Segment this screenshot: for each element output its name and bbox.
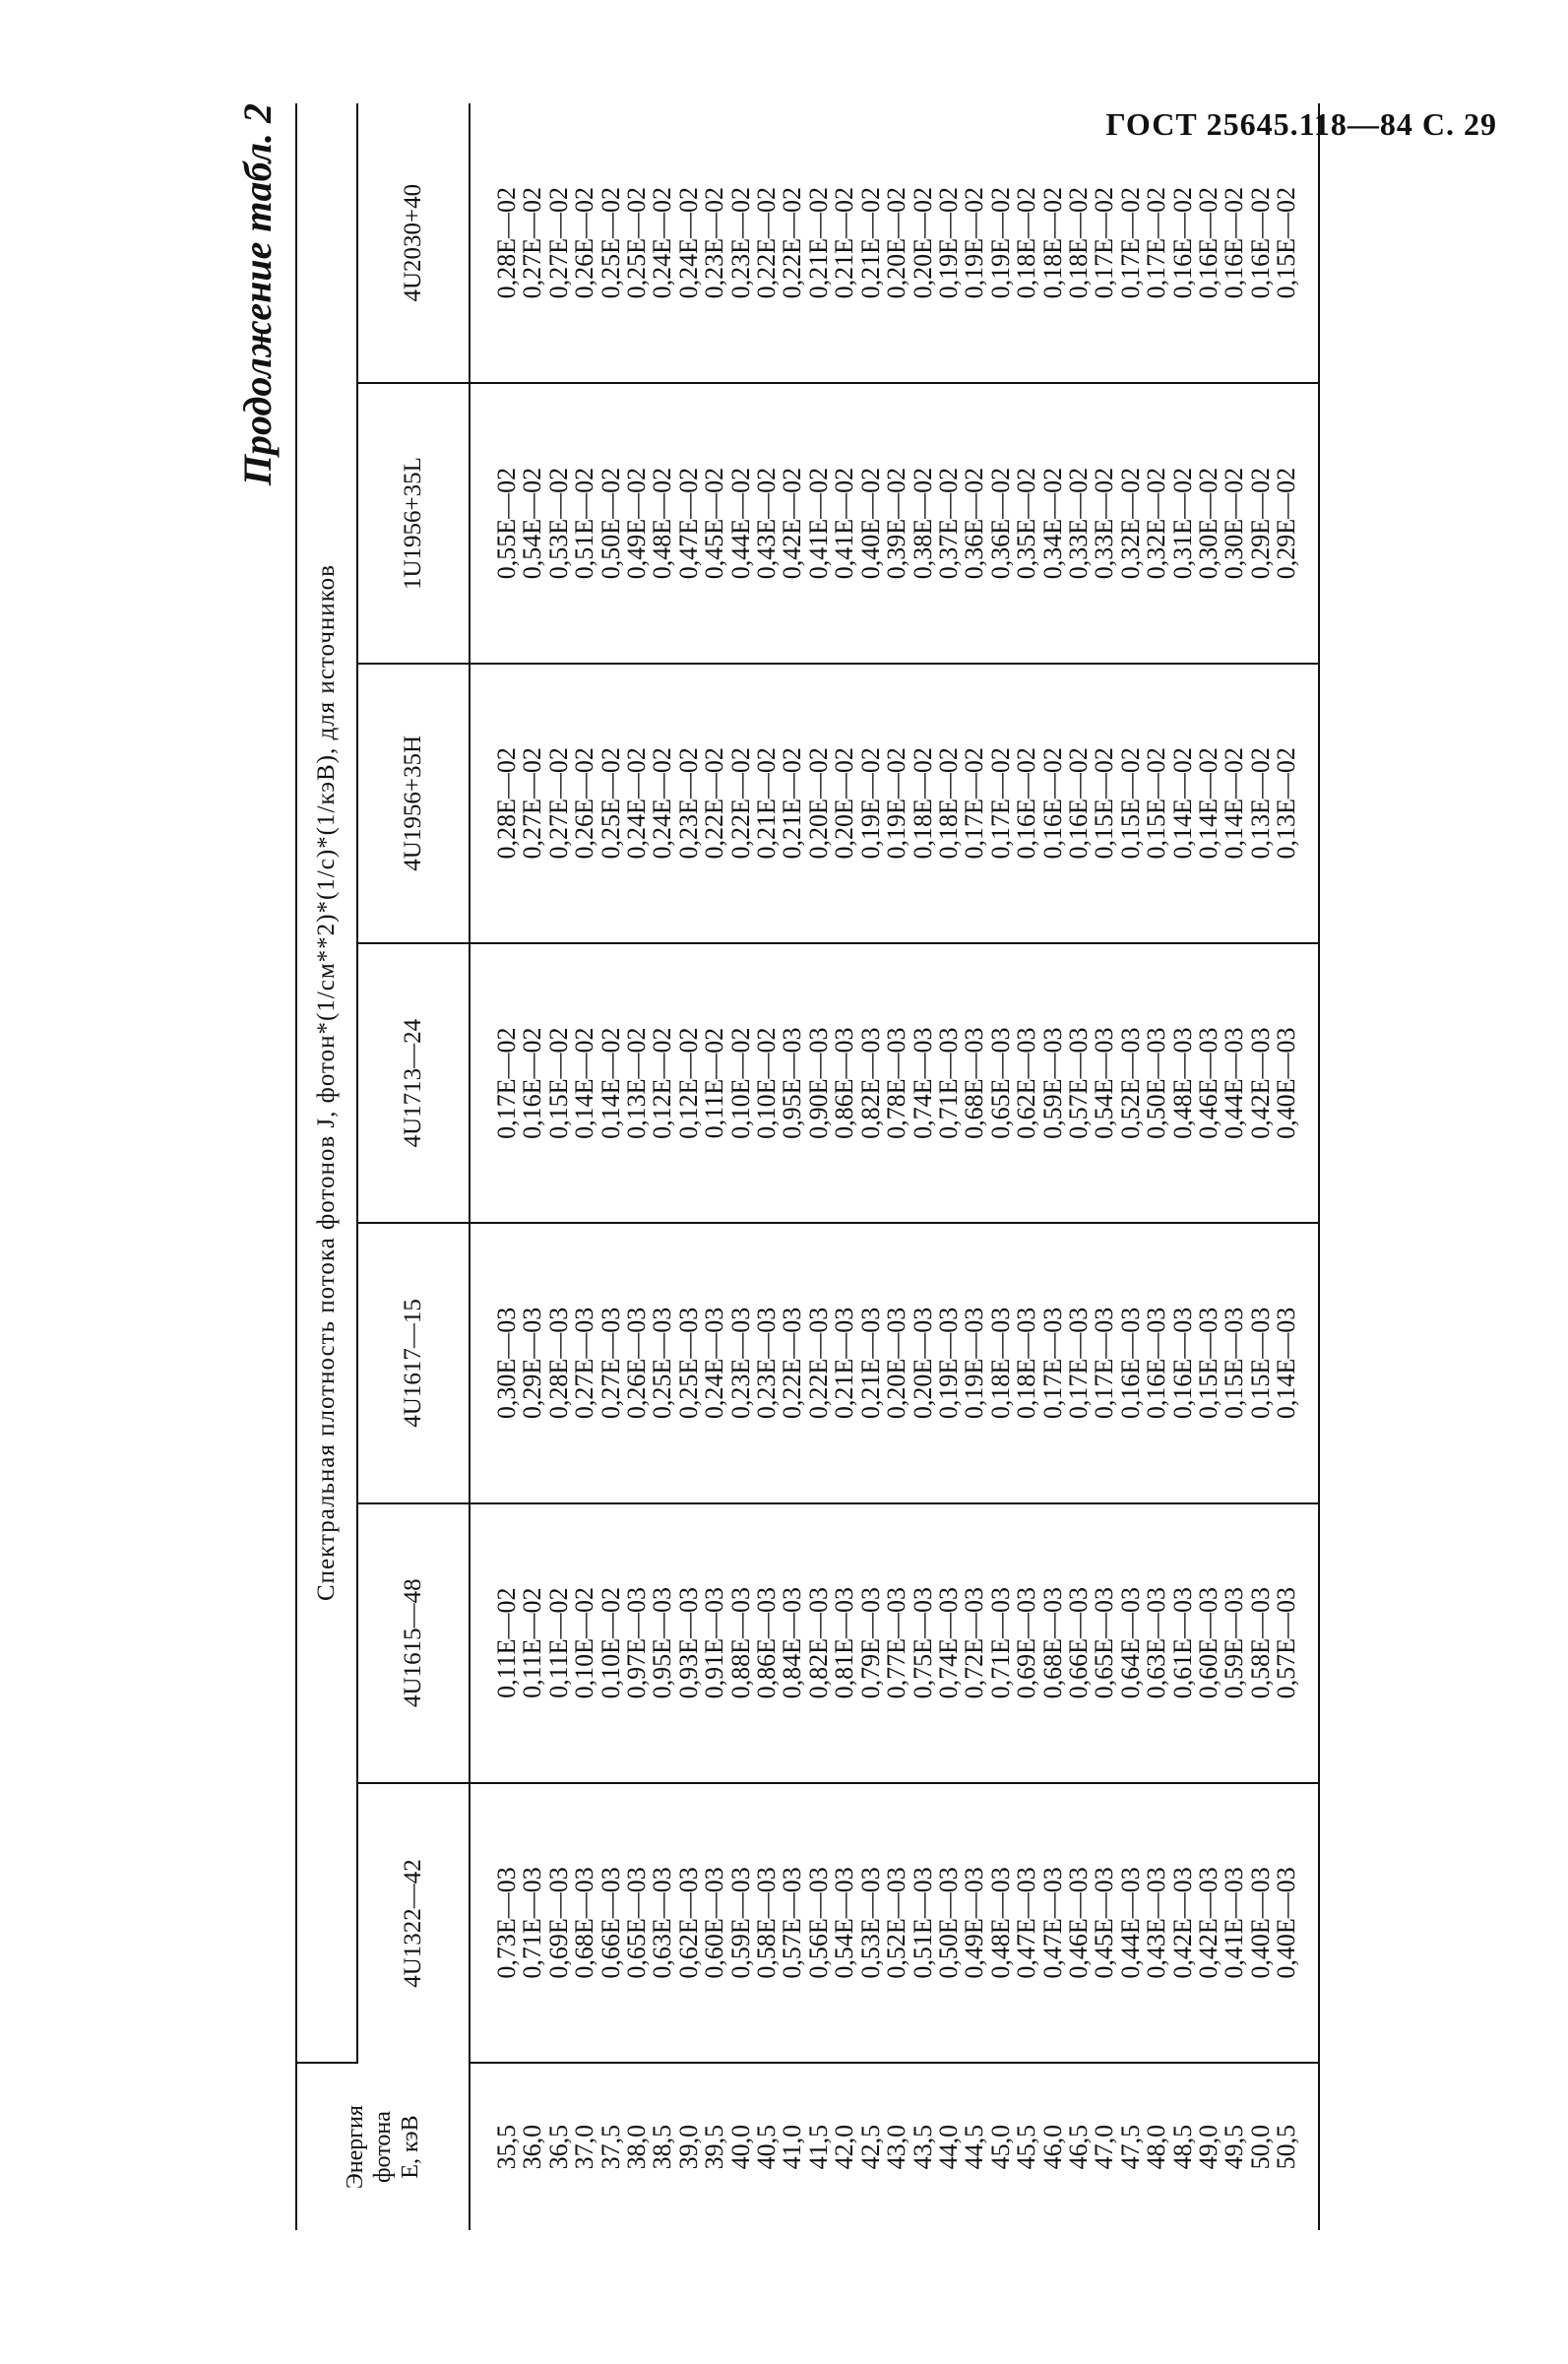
value-cell: 0,59E—03 — [1040, 943, 1066, 1223]
value-cell: 0,15E—03 — [1248, 1223, 1274, 1502]
value-cell: 0,22E—03 — [806, 1223, 832, 1502]
table-row — [1014, 103, 1039, 2230]
energy-cell: 48,5 — [1167, 2124, 1197, 2170]
table-body — [470, 103, 1319, 2230]
value-cell: 0,37E—02 — [936, 383, 962, 663]
value-cell: 0,77E—03 — [884, 1503, 909, 1783]
value-cell: 0,12E—02 — [650, 943, 675, 1223]
value-cell: 0,18E—03 — [988, 1223, 1014, 1502]
value-cell: 0,44E—03 — [1222, 943, 1247, 1223]
energy-cell: 38,0 — [622, 2124, 652, 2170]
value-cell: 0,50E—03 — [936, 1783, 962, 2063]
value-cell: 0,24E—02 — [650, 103, 675, 383]
value-cell: 0,13E—02 — [1274, 664, 1318, 943]
value-cell: 0,50E—02 — [598, 383, 624, 663]
value-cell: 0,15E—02 — [1092, 664, 1117, 943]
value-cell: 0,16E—02 — [1066, 664, 1092, 943]
table-row — [1248, 103, 1274, 2230]
value-cell: 0,36E—02 — [962, 383, 987, 663]
table-row — [702, 103, 727, 2230]
value-cell: 0,42E—03 — [1170, 1783, 1196, 2063]
value-cell: 0,86E—03 — [832, 943, 857, 1223]
value-cell: 0,71E—03 — [936, 943, 962, 1223]
value-cell: 0,26E—02 — [572, 664, 597, 943]
value-cell: 0,61E—03 — [1170, 1503, 1196, 1783]
value-cell: 0,48E—02 — [650, 383, 675, 663]
table-row — [754, 103, 780, 2230]
table-row — [676, 103, 702, 2230]
value-cell: 0,71E—03 — [520, 1783, 545, 2063]
value-cell: 0,74E—03 — [936, 1503, 962, 1783]
value-cell: 0,95E—03 — [650, 1503, 675, 1783]
value-cell: 0,29E—03 — [520, 1223, 545, 1502]
value-cell: 0,10E—02 — [728, 943, 754, 1223]
value-cell: 0,14E—03 — [1274, 1223, 1318, 1502]
value-cell: 0,30E—02 — [1222, 383, 1247, 663]
table-row — [806, 103, 832, 2230]
value-cell: 0,20E—02 — [806, 664, 832, 943]
energy-cell: 44,5 — [960, 2124, 989, 2170]
value-cell: 0,12E—02 — [676, 943, 702, 1223]
value-cell: 0,86E—03 — [754, 1503, 780, 1783]
energy-column-header — [296, 2063, 470, 2230]
value-cell: 0,62E—03 — [676, 1783, 702, 2063]
value-cell: 0,48E—03 — [1170, 943, 1196, 1223]
value-cell: 0,21E—02 — [832, 103, 857, 383]
table-continuation-label: Продолжение табл. 2 — [235, 103, 280, 486]
rotated-table-block — [234, 103, 1534, 2230]
value-cell: 0,41E—02 — [832, 383, 857, 663]
table-row — [1170, 103, 1196, 2230]
value-cell: 0,43E—02 — [754, 383, 780, 663]
source-header: 4U2030+40 — [357, 103, 470, 383]
table-row — [520, 103, 545, 2230]
value-cell: 0,19E—02 — [962, 103, 987, 383]
spectral-density-table — [295, 103, 1320, 2230]
value-cell: 0,42E—03 — [1196, 1783, 1222, 2063]
value-cell: 0,20E—02 — [910, 103, 936, 383]
value-cell: 0,42E—03 — [1248, 943, 1274, 1223]
value-cell: 0,30E—03 — [470, 1223, 520, 1502]
value-cell: 0,25E—02 — [598, 103, 624, 383]
value-cell: 0,46E—03 — [1066, 1783, 1092, 2063]
value-cell: 0,27E—02 — [520, 103, 545, 383]
energy-cell: 41,5 — [803, 2124, 833, 2170]
value-cell: 0,14E—02 — [1170, 664, 1196, 943]
value-cell: 0,60E—03 — [702, 1783, 727, 2063]
source-header: 4U1617—15 — [357, 1223, 470, 1502]
value-cell: 0,49E—03 — [962, 1783, 987, 2063]
table-row — [1144, 103, 1169, 2230]
value-cell: 0,54E—02 — [520, 383, 545, 663]
value-cell: 0,14E—02 — [598, 943, 624, 1223]
value-cell: 0,69E—03 — [1014, 1503, 1039, 1783]
value-cell: 0,22E—03 — [780, 1223, 805, 1502]
value-cell: 0,59E—03 — [1222, 1503, 1247, 1783]
value-cell: 0,42E—02 — [780, 383, 805, 663]
value-cell: 0,20E—02 — [884, 103, 909, 383]
table-row — [1066, 103, 1092, 2230]
value-cell: 0,10E—02 — [754, 943, 780, 1223]
table-row — [624, 103, 650, 2230]
energy-cell: 42,0 — [830, 2124, 859, 2170]
value-cell: 0,45E—02 — [702, 383, 727, 663]
energy-header-line: Е, кэВ — [398, 2115, 423, 2179]
energy-cell: 50,0 — [1245, 2124, 1275, 2170]
value-cell: 0,47E—02 — [676, 383, 702, 663]
value-cell: 0,71E—03 — [988, 1503, 1014, 1783]
table-row — [1274, 103, 1318, 2230]
value-cell: 0,44E—02 — [728, 383, 754, 663]
table-row — [1118, 103, 1144, 2230]
value-cell: 0,65E—03 — [988, 943, 1014, 1223]
value-cell: 0,59E—03 — [728, 1783, 754, 2063]
energy-cell: 49,5 — [1220, 2124, 1249, 2170]
value-cell: 0,17E—03 — [1092, 1223, 1117, 1502]
energy-cell: 43,5 — [908, 2124, 937, 2170]
energy-header-line: фотона — [370, 2111, 396, 2184]
table-row — [546, 103, 572, 2230]
table-row — [884, 103, 909, 2230]
value-cell: 0,14E—02 — [1222, 664, 1247, 943]
value-cell: 0,21E—03 — [858, 1223, 884, 1502]
value-cell: 0,14E—02 — [1196, 664, 1222, 943]
value-cell: 0,43E—03 — [1144, 1783, 1169, 2063]
value-cell: 0,29E—02 — [1274, 383, 1318, 663]
table-row — [1040, 103, 1066, 2230]
value-cell: 0,40E—03 — [1248, 1783, 1274, 2063]
value-cell: 0,49E—02 — [624, 383, 650, 663]
energy-cell: 46,5 — [1063, 2124, 1093, 2170]
value-cell: 0,24E—02 — [676, 103, 702, 383]
value-cell: 0,57E—03 — [1066, 943, 1092, 1223]
value-cell: 0,14E—02 — [572, 943, 597, 1223]
energy-cell: 47,5 — [1115, 2124, 1145, 2170]
table-row — [598, 103, 624, 2230]
value-cell: 0,41E—03 — [1222, 1783, 1247, 2063]
value-cell: 0,10E—02 — [572, 1503, 597, 1783]
value-cell: 0,51E—02 — [572, 383, 597, 663]
value-cell: 0,50E—03 — [1144, 943, 1169, 1223]
value-cell: 0,62E—03 — [1014, 943, 1039, 1223]
table-header-row-2 — [357, 103, 470, 2230]
value-cell: 0,84E—03 — [780, 1503, 805, 1783]
value-cell: 0,17E—03 — [1040, 1223, 1066, 1502]
value-cell: 0,54E—03 — [832, 1783, 857, 2063]
value-cell: 0,16E—02 — [520, 943, 545, 1223]
value-cell: 0,95E—03 — [780, 943, 805, 1223]
spectral-density-group-header: Спектральная плотность потока фотонов J, фотон*(1/см**2)*(1/с)*(1/кэВ), для источников — [296, 103, 357, 2063]
value-cell: 0,58E—03 — [1248, 1503, 1274, 1783]
energy-header-line: Энергия — [343, 2105, 368, 2190]
value-cell: 0,21E—02 — [858, 103, 884, 383]
energy-cell: 45,5 — [1012, 2124, 1041, 2170]
value-cell: 0,53E—02 — [546, 383, 572, 663]
table-row — [650, 103, 675, 2230]
value-cell: 0,21E—03 — [832, 1223, 857, 1502]
value-cell: 0,30E—02 — [1196, 383, 1222, 663]
value-cell: 0,53E—03 — [858, 1783, 884, 2063]
value-cell: 0,64E—03 — [1118, 1503, 1144, 1783]
value-cell: 0,74E—03 — [910, 943, 936, 1223]
value-cell: 0,21E—02 — [806, 103, 832, 383]
value-cell: 0,22E—02 — [728, 664, 754, 943]
source-header: 4U1322—42 — [357, 1783, 470, 2063]
energy-cell: 39,0 — [673, 2124, 703, 2170]
energy-cell: 49,0 — [1193, 2124, 1223, 2170]
value-cell: 0,78E—03 — [884, 943, 909, 1223]
value-cell: 0,20E—03 — [884, 1223, 909, 1502]
value-cell: 0,26E—03 — [624, 1223, 650, 1502]
value-cell: 0,22E—02 — [780, 103, 805, 383]
value-cell: 0,60E—03 — [1196, 1503, 1222, 1783]
table-row — [936, 103, 962, 2230]
table-row — [1196, 103, 1222, 2230]
value-cell: 0,54E—03 — [1092, 943, 1117, 1223]
value-cell: 0,23E—03 — [728, 1223, 754, 1502]
value-cell: 0,17E—02 — [988, 664, 1014, 943]
value-cell: 0,35E—02 — [1014, 383, 1039, 663]
value-cell: 0,15E—02 — [1274, 103, 1318, 383]
value-cell: 0,17E—02 — [1092, 103, 1117, 383]
table-header-row-1 — [296, 103, 357, 2230]
value-cell: 0,27E—02 — [520, 664, 545, 943]
value-cell: 0,24E—03 — [702, 1223, 727, 1502]
value-cell: 0,36E—02 — [988, 383, 1014, 663]
table-row — [832, 103, 857, 2230]
table-row — [962, 103, 987, 2230]
source-header: 4U1615—48 — [357, 1503, 470, 1783]
value-cell: 0,19E—02 — [988, 103, 1014, 383]
value-cell: 0,75E—03 — [910, 1503, 936, 1783]
value-cell: 0,13E—02 — [1248, 664, 1274, 943]
value-cell: 0,23E—02 — [728, 103, 754, 383]
value-cell: 0,21E—02 — [754, 664, 780, 943]
value-cell: 0,40E—03 — [1274, 1783, 1318, 2063]
value-cell: 0,65E—03 — [1092, 1503, 1117, 1783]
value-cell: 0,52E—03 — [884, 1783, 909, 2063]
value-cell: 0,28E—03 — [546, 1223, 572, 1502]
value-cell: 0,19E—02 — [884, 664, 909, 943]
value-cell: 0,68E—03 — [1040, 1503, 1066, 1783]
value-cell: 0,56E—03 — [806, 1783, 832, 2063]
value-cell: 0,79E—03 — [858, 1503, 884, 1783]
value-cell: 0,65E—03 — [624, 1783, 650, 2063]
source-header: 4U1713—24 — [357, 943, 470, 1223]
energy-cell: 35,5 — [492, 2124, 521, 2170]
value-cell: 0,55E—02 — [470, 383, 520, 663]
value-cell: 0,88E—03 — [728, 1503, 754, 1783]
value-cell: 0,11E—02 — [520, 1503, 545, 1783]
value-cell: 0,13E—02 — [624, 943, 650, 1223]
value-cell: 0,26E—02 — [572, 103, 597, 383]
value-cell: 0,16E—02 — [1170, 103, 1196, 383]
value-cell: 0,16E—02 — [1248, 103, 1274, 383]
value-cell: 0,28E—02 — [470, 664, 520, 943]
value-cell: 0,19E—02 — [936, 103, 962, 383]
value-cell: 0,39E—02 — [884, 383, 909, 663]
value-cell: 0,27E—02 — [546, 664, 572, 943]
value-cell: 0,47E—03 — [1014, 1783, 1039, 2063]
value-cell: 0,16E—02 — [1014, 664, 1039, 943]
value-cell: 0,19E—02 — [858, 664, 884, 943]
value-cell: 0,33E—02 — [1092, 383, 1117, 663]
value-cell: 0,16E—03 — [1144, 1223, 1169, 1502]
value-cell: 0,72E—03 — [962, 1503, 987, 1783]
value-cell: 0,44E—03 — [1118, 1783, 1144, 2063]
value-cell: 0,82E—03 — [806, 1503, 832, 1783]
page-header: ГОСТ 25645.118—84 С. 29 — [1105, 106, 1497, 142]
value-cell: 0,11E—02 — [546, 1503, 572, 1783]
value-cell: 0,17E—03 — [1066, 1223, 1092, 1502]
value-cell: 0,24E—02 — [650, 664, 675, 943]
value-cell: 0,91E—03 — [702, 1503, 727, 1783]
value-cell: 0,25E—03 — [650, 1223, 675, 1502]
energy-cell: 47,0 — [1090, 2124, 1119, 2170]
value-cell: 0,90E—03 — [806, 943, 832, 1223]
value-cell: 0,15E—03 — [1222, 1223, 1247, 1502]
energy-cell: 41,0 — [778, 2124, 807, 2170]
value-cell: 0,29E—02 — [1248, 383, 1274, 663]
value-cell: 0,23E—03 — [754, 1223, 780, 1502]
energy-cell: 36,5 — [543, 2124, 573, 2170]
value-cell: 0,15E—02 — [1118, 664, 1144, 943]
value-cell: 0,40E—02 — [858, 383, 884, 663]
value-cell: 0,63E—03 — [650, 1783, 675, 2063]
table-row — [728, 103, 754, 2230]
energy-cell: 46,0 — [1037, 2124, 1067, 2170]
value-cell: 0,17E—02 — [1144, 103, 1169, 383]
value-cell: 0,18E—03 — [1014, 1223, 1039, 1502]
value-cell: 0,16E—02 — [1040, 664, 1066, 943]
value-cell: 0,18E—02 — [1040, 103, 1066, 383]
value-cell: 0,18E—02 — [936, 664, 962, 943]
value-cell: 0,52E—03 — [1118, 943, 1144, 1223]
source-header: 1U1956+35L — [357, 383, 470, 663]
value-cell: 0,16E—03 — [1170, 1223, 1196, 1502]
value-cell: 0,15E—02 — [1144, 664, 1169, 943]
energy-cell: 40,5 — [752, 2124, 782, 2170]
value-cell: 0,22E—02 — [702, 664, 727, 943]
value-cell: 0,27E—03 — [572, 1223, 597, 1502]
value-cell: 0,32E—02 — [1144, 383, 1169, 663]
value-cell: 0,17E—02 — [470, 943, 520, 1223]
value-cell: 0,17E—02 — [962, 664, 987, 943]
value-cell: 0,10E—02 — [598, 1503, 624, 1783]
value-cell: 0,41E—02 — [806, 383, 832, 663]
value-cell: 0,21E—02 — [780, 664, 805, 943]
energy-cell: 40,0 — [725, 2124, 755, 2170]
energy-cell: 39,5 — [700, 2124, 729, 2170]
value-cell: 0,63E—03 — [1144, 1503, 1169, 1783]
value-cell: 0,81E—03 — [832, 1503, 857, 1783]
energy-cell: 36,0 — [518, 2124, 547, 2170]
value-cell: 0,27E—03 — [598, 1223, 624, 1502]
value-cell: 0,97E—03 — [624, 1503, 650, 1783]
value-cell: 0,66E—03 — [598, 1783, 624, 2063]
value-cell: 0,16E—03 — [1118, 1223, 1144, 1502]
value-cell: 0,82E—03 — [858, 943, 884, 1223]
value-cell: 0,25E—02 — [598, 664, 624, 943]
energy-cell: 37,5 — [596, 2124, 625, 2170]
value-cell: 0,15E—03 — [1196, 1223, 1222, 1502]
value-cell: 0,20E—03 — [910, 1223, 936, 1502]
value-cell: 0,11E—02 — [702, 943, 727, 1223]
value-cell: 0,51E—03 — [910, 1783, 936, 2063]
value-cell: 0,34E—02 — [1040, 383, 1066, 663]
value-cell: 0,18E—02 — [910, 664, 936, 943]
value-cell: 0,48E—03 — [988, 1783, 1014, 2063]
value-cell: 0,45E—03 — [1092, 1783, 1117, 2063]
value-cell: 0,40E—03 — [1274, 943, 1318, 1223]
value-cell: 0,25E—02 — [624, 103, 650, 383]
energy-cell: 37,0 — [570, 2124, 599, 2170]
value-cell: 0,15E—02 — [546, 943, 572, 1223]
value-cell: 0,23E—02 — [676, 664, 702, 943]
value-cell: 0,33E—02 — [1066, 383, 1092, 663]
value-cell: 0,18E—02 — [1014, 103, 1039, 383]
value-cell: 0,20E—02 — [832, 664, 857, 943]
value-cell: 0,38E—02 — [910, 383, 936, 663]
value-cell: 0,57E—03 — [780, 1783, 805, 2063]
value-cell: 0,25E—03 — [676, 1223, 702, 1502]
value-cell: 0,57E—03 — [1274, 1503, 1318, 1783]
value-cell: 0,16E—02 — [1196, 103, 1222, 383]
value-cell: 0,66E—03 — [1066, 1503, 1092, 1783]
value-cell: 0,68E—03 — [962, 943, 987, 1223]
value-cell: 0,16E—02 — [1222, 103, 1247, 383]
energy-cell: 45,0 — [985, 2124, 1015, 2170]
value-cell: 0,58E—03 — [754, 1783, 780, 2063]
energy-cell: 44,0 — [933, 2124, 963, 2170]
value-cell: 0,73E—03 — [470, 1783, 520, 2063]
table-row — [470, 103, 520, 2230]
value-cell: 0,24E—02 — [624, 664, 650, 943]
table-row — [780, 103, 805, 2230]
value-cell: 0,23E—02 — [702, 103, 727, 383]
value-cell: 0,27E—02 — [546, 103, 572, 383]
table-row — [572, 103, 597, 2230]
value-cell: 0,93E—03 — [676, 1503, 702, 1783]
value-cell: 0,19E—03 — [936, 1223, 962, 1502]
value-cell: 0,11E—02 — [470, 1503, 520, 1783]
table-row — [1092, 103, 1117, 2230]
energy-cell: 38,5 — [648, 2124, 677, 2170]
value-cell: 0,17E—02 — [1118, 103, 1144, 383]
value-cell: 0,18E—02 — [1066, 103, 1092, 383]
table-row — [858, 103, 884, 2230]
value-cell: 0,19E—03 — [962, 1223, 987, 1502]
value-cell: 0,32E—02 — [1118, 383, 1144, 663]
table-row — [988, 103, 1014, 2230]
table-row — [910, 103, 936, 2230]
value-cell: 0,28E—02 — [470, 103, 520, 383]
value-cell: 0,46E—03 — [1196, 943, 1222, 1223]
energy-cell: 42,5 — [855, 2124, 885, 2170]
value-cell: 0,31E—02 — [1170, 383, 1196, 663]
source-header: 4U1956+35H — [357, 664, 470, 943]
value-cell: 0,47E—03 — [1040, 1783, 1066, 2063]
energy-cell: 50,5 — [1274, 2063, 1318, 2230]
value-cell: 0,68E—03 — [572, 1783, 597, 2063]
value-cell: 0,22E—02 — [754, 103, 780, 383]
energy-cell: 43,0 — [882, 2124, 911, 2170]
value-cell: 0,69E—03 — [546, 1783, 572, 2063]
table-row — [1222, 103, 1247, 2230]
energy-cell: 48,0 — [1142, 2124, 1171, 2170]
